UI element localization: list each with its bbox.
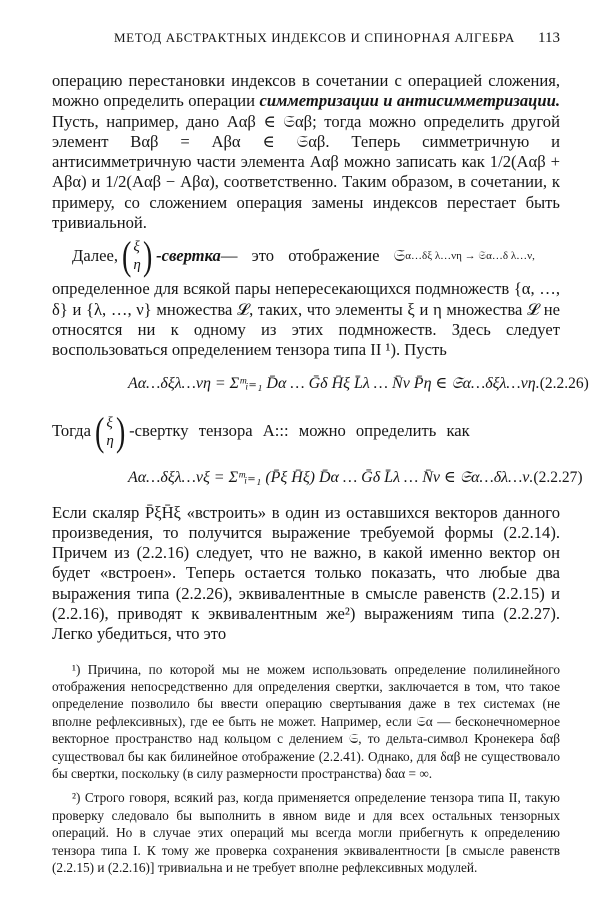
xi-symbol: ξ <box>106 414 113 431</box>
xi-eta-symbol-2: ( ξ η ) <box>94 408 126 454</box>
equation-formula: Aα…δξλ…νη = Σᵐᵢ₌₁ D̄α … Ḡδ H̄ξ L̄λ … N̄ν P̄η ∈ 𝔖α…δξλ…νη. <box>128 375 540 393</box>
paragraph-4: Если скаляр P̄ξH̄ξ «встроить» в один из оставшихся векторов данного произведения, то получится выражение требуемой формы (2.2.14). Причем из (2.2.16) следует, что не важно, в какой именно вектор он будет «встроен». Теперь остается только показать, что любые два выражения типа (2.2.26), эквивалентные в смысле равенств (2.2.15) и (2.2.16), приводят к эквивалентным же²) выражениям типа (2.2.27). Легко убедиться, что это <box>52 502 560 644</box>
paragraph-3-text: -свертку тензора A::: можно определить как <box>129 421 470 441</box>
xi-eta-symbol: ( ξ η ) <box>121 233 153 279</box>
page-number: 113 <box>538 30 560 46</box>
footnote-1: ¹) Причина, по которой мы не можем использовать определение полилинейного отображения непосредственно для определения свертки, заключается в том, что такое определение позволило бы ввести операцию свертывания даже в тех системах (не вполне рефлексивных), где ее быть не может. Например, если 𝔖α — бесконечномерное векторное пространство над кольцом с делением 𝔖, то дельта-символ Кронекера δαβ существовал бы как билинейное отображение (2.2.41). Однако, для δαβ не существовало бы свертки, поскольку (в силу размерности пространства) δαα = ∞. <box>52 661 560 782</box>
main-text <box>52 71 589 645</box>
equation-formula: Aα…δξλ…νξ = Σᵐᵢ₌₁ (P̄ξ H̄ξ) D̄α … Ḡδ L̄λ … N̄ν ∈ 𝔖α…δλ…ν. <box>128 469 534 487</box>
mapping-formula: α…δξ λ…νη → 𝔖α…δ λ…ν, <box>405 250 535 263</box>
footnote-2: ²) Строго говоря, всякий раз, когда применяется определение тензора типа II, такую проверку следовало бы выполнить в явном виде и для всех остальных тензорных операций. Но в случае этих операций мы всегда могли прибегнуть к определению тензора типа I. К тому же проверка сохранения эквивалентности [в смысле равенств (2.2.15) и (2.2.16)] тривиальна и не требует вполне рефлексивных модулей. <box>52 790 560 876</box>
eta-symbol: η <box>133 257 141 274</box>
contraction-line-2 <box>52 409 560 455</box>
paragraph-1-text-a: операцию перестановки индексов в сочетании с операцией сложения, можно определить операции <box>52 71 560 111</box>
book-page <box>52 30 589 877</box>
lead-word-dalee: Далее, <box>72 246 118 266</box>
equation-2-2-26 <box>52 361 589 409</box>
mapping-text: — это отображение 𝔖 <box>220 246 406 266</box>
equation-number: (2.2.27) <box>533 469 583 487</box>
contraction-definition-line <box>52 233 560 279</box>
emphasis-svertka: -свертка <box>156 246 221 266</box>
emphasis-symmetrization: симметризации и антисимметризации. <box>259 91 560 111</box>
equation-2-2-27 <box>52 455 583 503</box>
lead-word-togda: Тогда <box>52 421 91 441</box>
eta-symbol: η <box>106 432 114 449</box>
running-header <box>114 30 560 47</box>
paragraph-1-text-b: Пусть, например, дано A <box>52 111 239 131</box>
xi-symbol: ξ <box>133 239 140 256</box>
paragraph-1 <box>52 71 560 233</box>
paragraph-2: определенное для всякой пары непересекающихся подмножеств {α, …, δ} и {λ, …, ν} множества 𝓛, таких, что элементы ξ и η множества 𝓛 не относятся ни к одному из этих подмножеств. Здесь следует воспользоваться определением тензора типа II ¹). Пусть <box>52 279 560 360</box>
header-title: МЕТОД АБСТРАКТНЫХ ИНДЕКСОВ И СПИНОРНАЯ АЛГЕБРА <box>114 30 515 45</box>
paragraph-1-text-c: αβ ∈ 𝔖αβ; тогда можно определить другой элемент Bαβ = Aβα ∈ 𝔖αβ. Теперь симметричную и антисимметричную части элемента Aαβ можно записать как 1/2(Aαβ + Aβα) и 1/2(Aαβ − Aβα), соответственно. Таким образом, в сочетании, к примеру, со сложением операция замены индексов перестает быть тривиальной. <box>52 111 560 233</box>
footnotes <box>52 661 560 877</box>
equation-number: (2.2.26) <box>539 375 589 393</box>
